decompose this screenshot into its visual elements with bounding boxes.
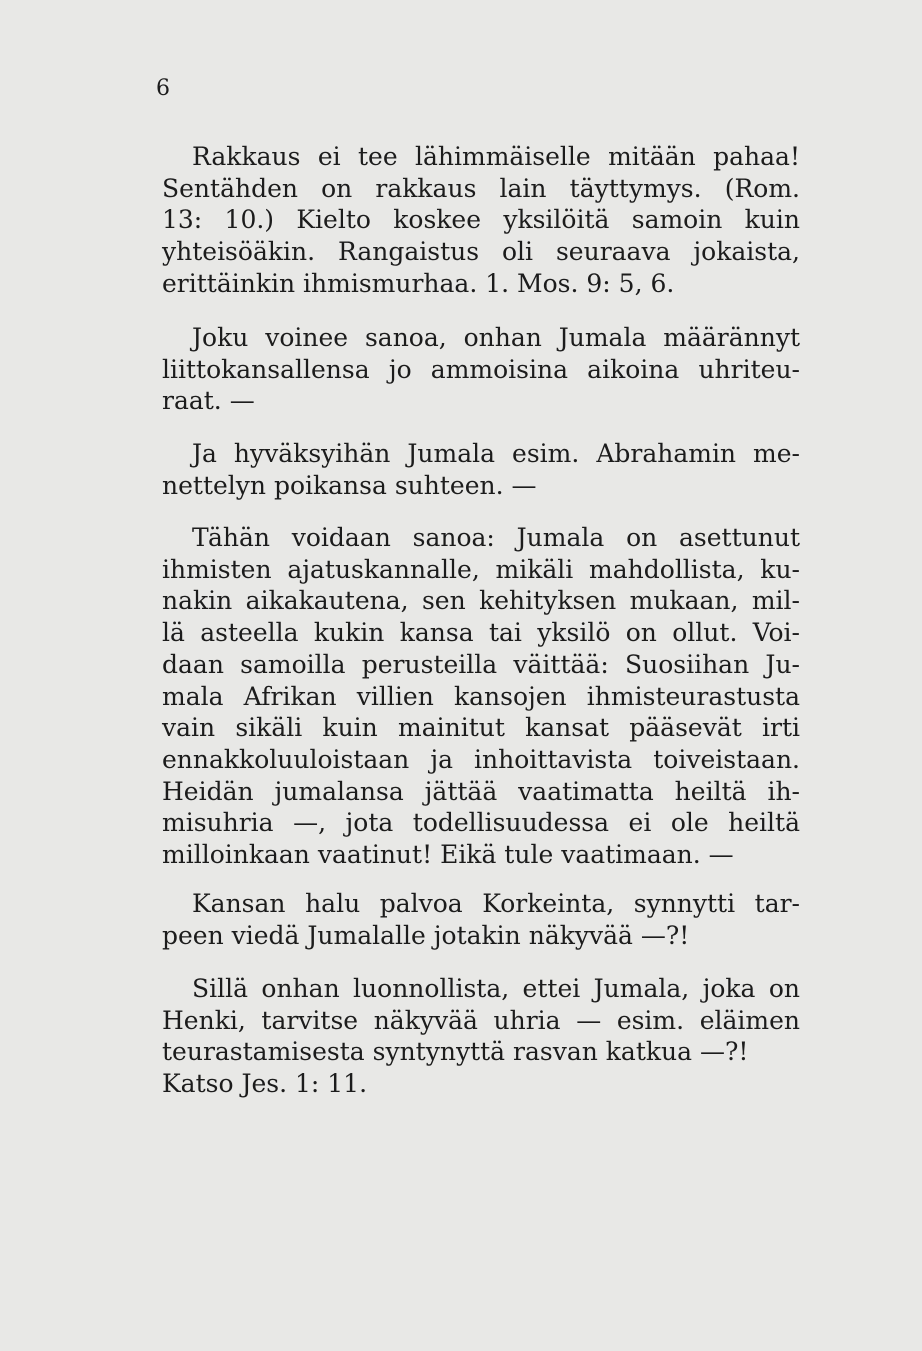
text-line: Henki, tarvitse näkyvää uhria — esim. eläimen: [162, 1005, 800, 1035]
text-line: Ja hyväksyihän Jumala esim. Abrahamin me-: [192, 439, 800, 468]
paragraph-love-and-law: [162, 141, 800, 300]
paragraph-sacrificial-rites: [162, 322, 800, 417]
text-line: yhteisöäkin. Rangaistus oli seuraava jokaista,: [162, 237, 800, 267]
text-line: Kansan halu palvoa Korkeinta, synnytti tar-: [192, 889, 800, 918]
text-line: Joku voinee sanoa, onhan Jumala määrännyt: [192, 323, 800, 352]
paragraph-abraham: [162, 438, 800, 501]
text-line: daan samoilla perusteilla väittää: Suosiihan Ju-: [162, 649, 800, 679]
text-line: milloinkaan vaatinut! Eikä tule vaatimaan. —: [162, 840, 734, 870]
text-line: 13: 10.) Kielto koskee yksilöitä samoin kuin: [162, 205, 800, 235]
text-line: Heidän jumalansa jättää vaatimatta heiltä ih-: [162, 776, 800, 806]
text-line: ennakkoluuloistaan ja inhoittavista toiveistaan.: [162, 744, 800, 774]
text-line: nakin aikakautena, sen kehityksen mukaan, mil-: [162, 586, 800, 616]
text-line: raat. —: [162, 386, 255, 416]
paragraph-god-is-spirit: [162, 973, 800, 1100]
text-line: peen viedä Jumalalle jotakin näkyvää —?!: [162, 920, 690, 950]
paragraph-desire-to-worship: [162, 888, 800, 951]
text-line: liittokansallensa jo ammoisina aikoina uhriteu-: [162, 354, 800, 384]
text-line: Rakkaus ei tee lähimmäiselle mitään pahaa!: [192, 142, 800, 171]
text-line: lä asteella kukin kansa tai yksilö on ollut. Voi-: [162, 618, 800, 648]
page-number: 6: [156, 76, 170, 101]
text-line: erittäinkin ihmismurhaa. 1. Mos. 9: 5, 6.: [162, 268, 675, 298]
text-line: vain sikäli kuin mainitut kansat pääsevät irti: [162, 713, 800, 743]
text-line: misuhria —, jota todellisuudessa ei ole heiltä: [162, 808, 800, 838]
text-line: Tähän voidaan sanoa: Jumala on asettunut: [192, 523, 800, 552]
text-line: nettelyn poikansa suhteen. —: [162, 470, 537, 500]
paragraph-human-viewpoint: [162, 522, 800, 871]
text-line: teurastamisesta syntynyttä rasvan katkua —?!: [162, 1037, 749, 1067]
text-line: Sentähden on rakkaus lain täyttymys. (Rom.: [162, 173, 800, 203]
text-line: Sillä onhan luonnollista, ettei Jumala, joka on: [192, 974, 800, 1003]
text-line: mala Afrikan villien kansojen ihmisteurastusta: [162, 681, 800, 711]
text-line: Katso Jes. 1: 11.: [162, 1069, 368, 1099]
text-line: ihmisten ajatuskannalle, mikäli mahdollista, ku-: [162, 554, 800, 584]
